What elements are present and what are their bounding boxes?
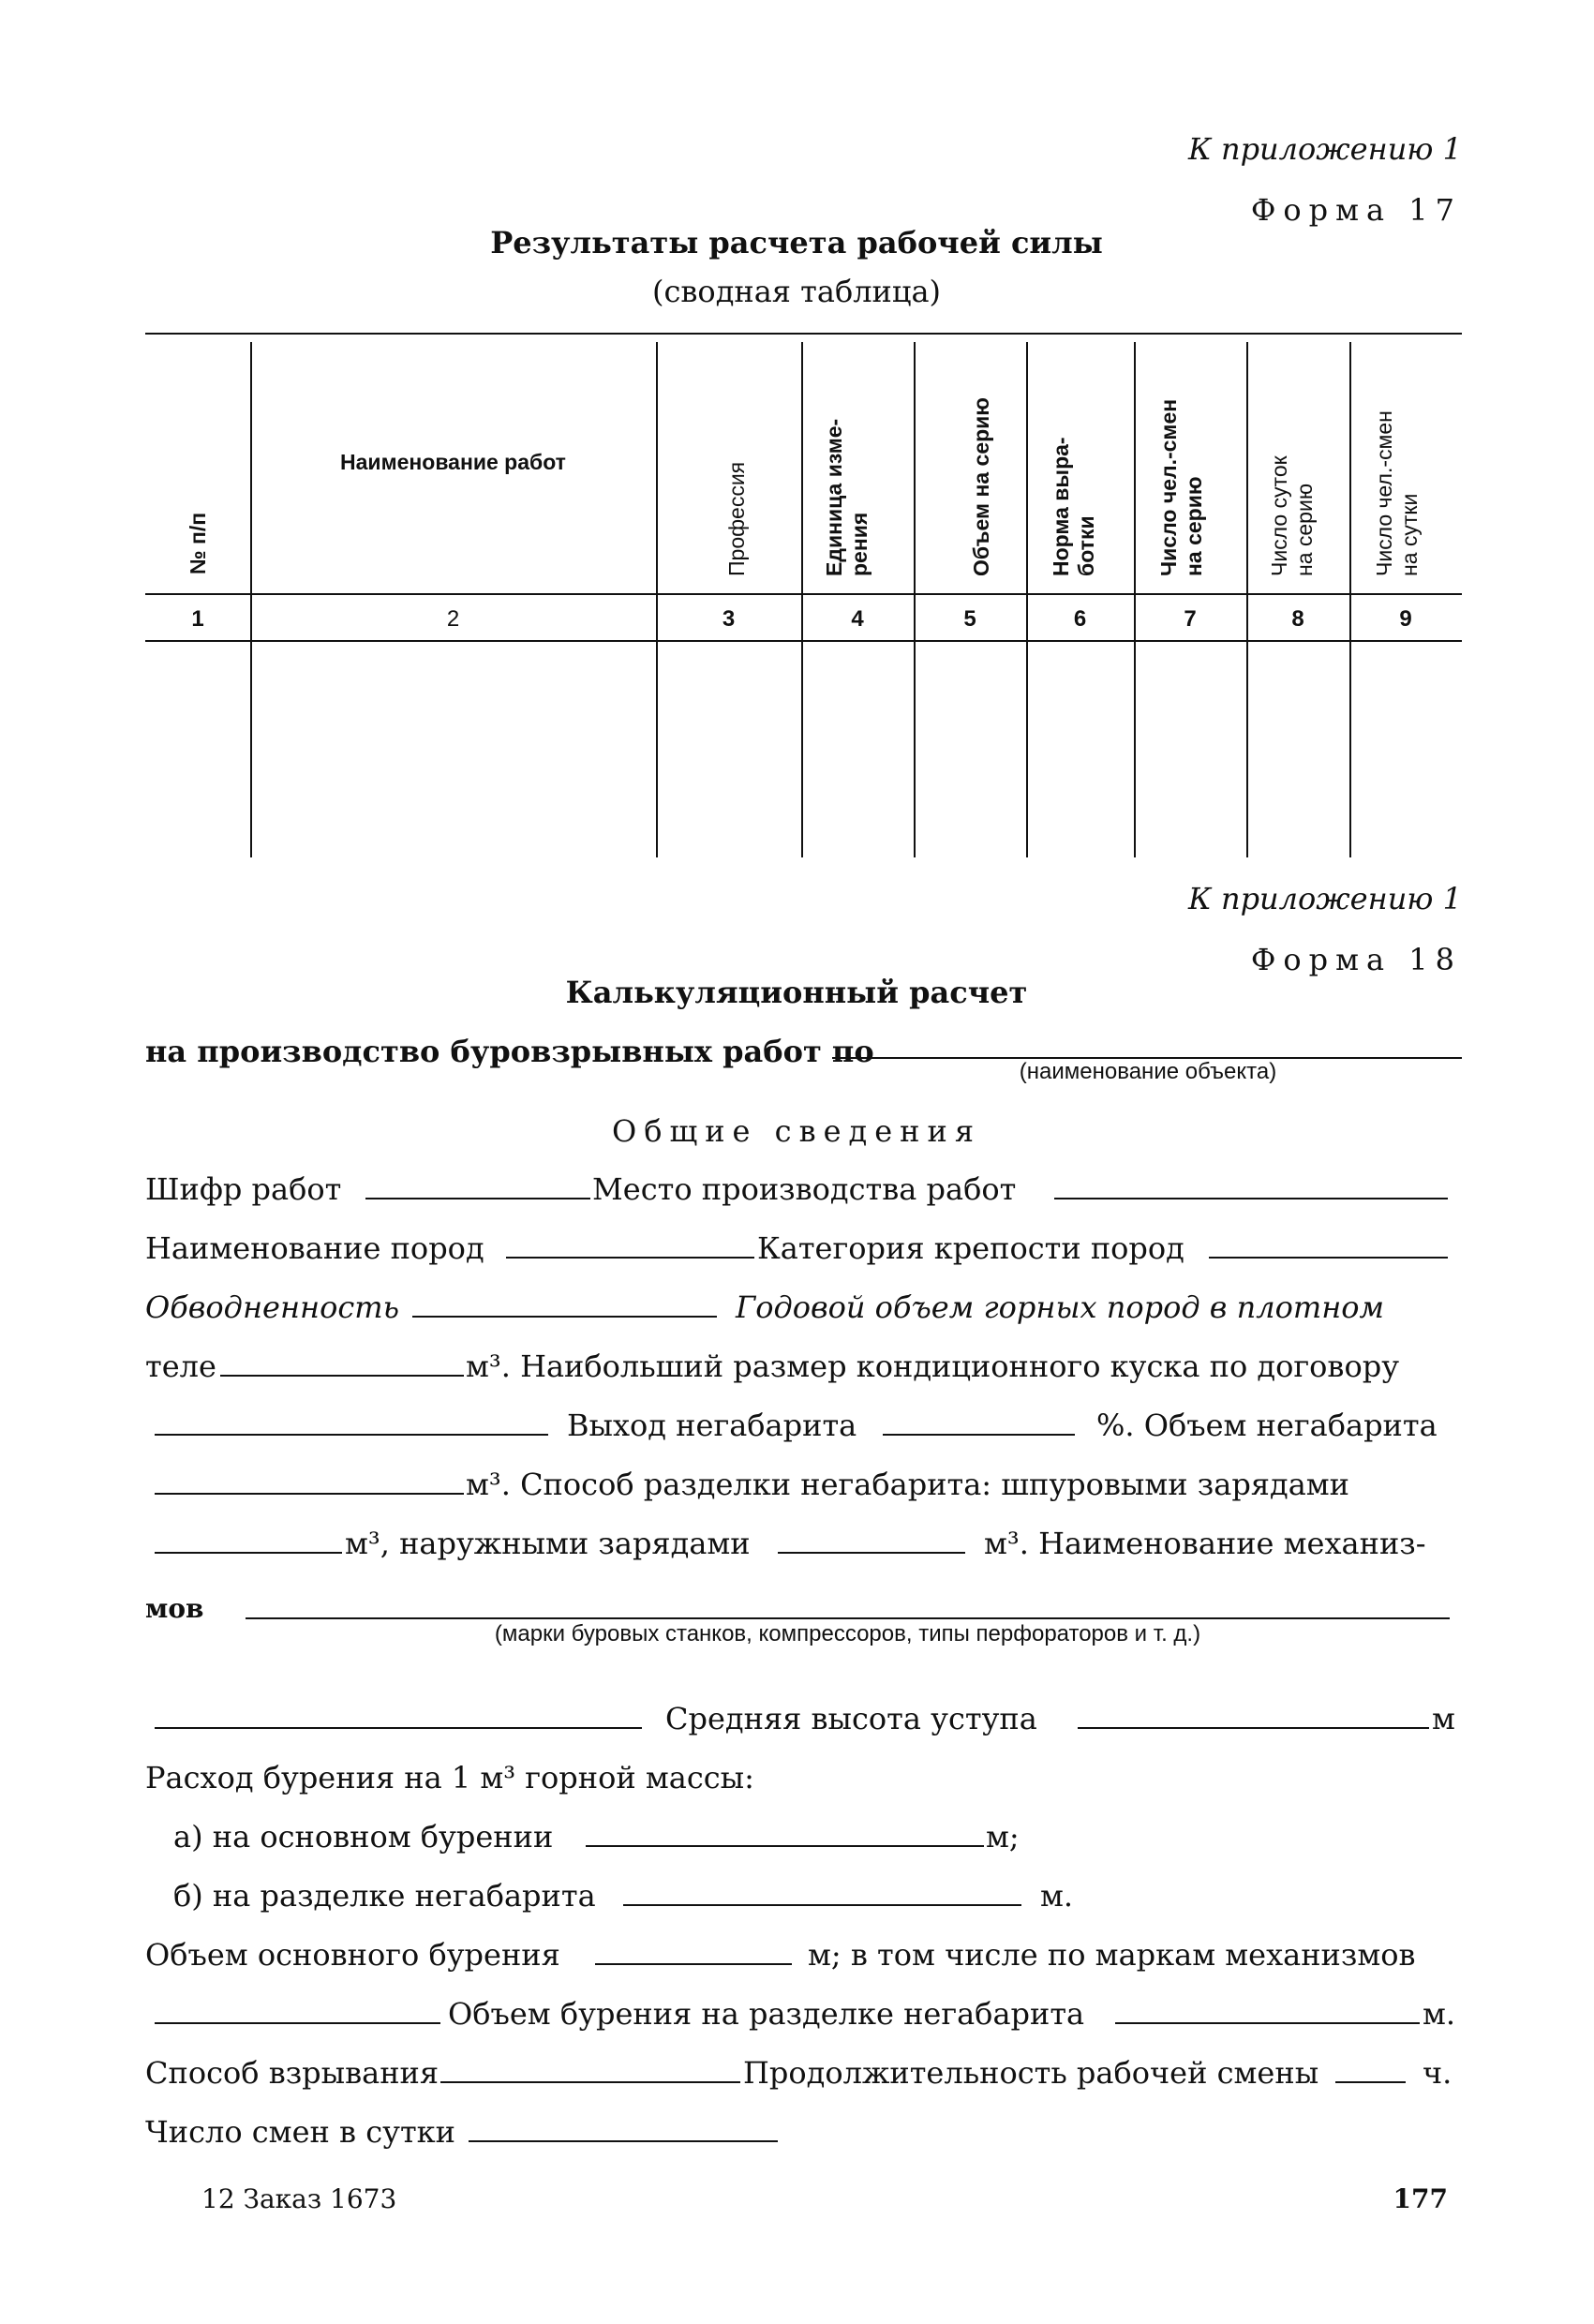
col-number: 2 [446,606,460,632]
field-line [586,1845,984,1847]
col-header-name: Наименование работ [340,450,566,474]
field-label: Шифр работ [145,1171,342,1207]
col-header-unit: Единица изме- рения [822,418,871,576]
field-line [155,1434,548,1436]
form17-title: Результаты расчета рабочей силы [490,225,1103,261]
col-number: 5 [963,606,976,632]
field-line [155,2022,440,2024]
col-number: 3 [722,606,736,632]
field-line [155,1727,642,1729]
field-line [365,1198,590,1199]
field-line [1115,2022,1420,2024]
field-line [595,1963,792,1965]
field-line [778,1552,965,1554]
field-label: м³. Способ разделки негабарита: шпуровыми зарядами [466,1467,1349,1502]
field-label: м. [1423,1996,1456,2032]
col-number: 7 [1184,606,1197,632]
field-line [155,1493,464,1495]
col-number: 8 [1291,606,1304,632]
field-label: Годовой объем горных пород в плотном [736,1289,1385,1325]
field-label: Расход бурения на 1 м³ горной массы: [145,1760,754,1795]
mech-caption: (марки буровых станков, компрессоров, типы перфораторов и т. д.) [494,1621,1201,1646]
field-label: м; [986,1819,1020,1855]
field-label: %. Объем негабарита [1096,1408,1438,1443]
form17-subtitle: (сводная таблица) [652,274,941,309]
field-label: Объем бурения на разделке негабарита [448,1996,1085,2032]
form18-subtitle: на производство буровзрывных работ по [145,1034,874,1069]
field-line [155,1552,342,1554]
field-line [623,1904,1021,1906]
field-label: а) на основном бурении [173,1819,554,1855]
form18-title: Калькуляционный расчет [565,975,1028,1010]
col-number: 6 [1073,606,1087,632]
object-caption: (наименование объекта) [1019,1059,1277,1084]
col-number: 4 [851,606,864,632]
col-header-days-series: Число суток на серию [1267,455,1317,576]
field-label: м³, наружными зарядами [345,1526,751,1561]
field-label: Продолжительность рабочей смены [743,2055,1319,2091]
field-label: м³. Наименование механиз- [984,1526,1426,1561]
field-line [883,1434,1075,1436]
col-number: 9 [1399,606,1412,632]
field-label: м; в том числе по маркам механизмов [808,1937,1416,1973]
form18-appendix: К приложению 1 [1188,881,1462,916]
form17-table [145,333,1462,857]
field-label: Категория крепости пород [757,1230,1184,1266]
field-label: теле [145,1348,216,1384]
form18-form-label: Форма 18 [1250,942,1462,977]
field-label: Выход негабарита [567,1408,857,1443]
field-label: Наименование пород [145,1230,484,1266]
field-label: Средняя высота уступа [665,1701,1037,1736]
field-label: б) на разделке негабарита [173,1878,596,1914]
footer-order: 12 Заказ 1673 [201,2183,397,2214]
page-number: 177 [1393,2183,1448,2214]
field-line [506,1257,754,1259]
col-header-num: № п/п [186,512,210,574]
field-label: м [1432,1701,1455,1736]
col-header-mandays-day: Число чел.-смен на сутки [1372,410,1422,576]
section-title: Общие сведения [611,1113,982,1149]
field-label: м. [1040,1878,1074,1914]
field-label: ч. [1423,2055,1452,2091]
field-label: Место производства работ [592,1171,1017,1207]
col-header-profession: Профессия [724,461,749,576]
field-label: Обводненность [145,1289,400,1325]
field-line [1078,1727,1429,1729]
field-line [220,1375,464,1377]
field-line [1335,2081,1406,2083]
col-header-mandays-series: Число чел.-смен на серию [1156,398,1206,576]
form17-form-label: Форма 17 [1250,192,1462,228]
field-line [440,2081,740,2083]
col-header-volume: Объем на серию [969,397,993,576]
field-line [1209,1257,1448,1259]
field-line [412,1316,717,1318]
field-label: м³. Наибольший размер кондиционного куска по договору [466,1348,1400,1384]
field-line [469,2140,778,2142]
form17-appendix: К приложению 1 [1188,131,1462,167]
field-line [246,1617,1450,1619]
field-label: Число смен в сутки [145,2114,455,2150]
col-number-row [145,606,1462,634]
col-header-norm: Норма выра- ботки [1049,437,1098,576]
field-label: Способ взрывания [145,2055,439,2091]
field-line [1054,1198,1448,1199]
col-number: 1 [191,606,204,632]
field-label: Объем основного бурения [145,1937,560,1973]
field-label: мов [145,1593,204,1624]
